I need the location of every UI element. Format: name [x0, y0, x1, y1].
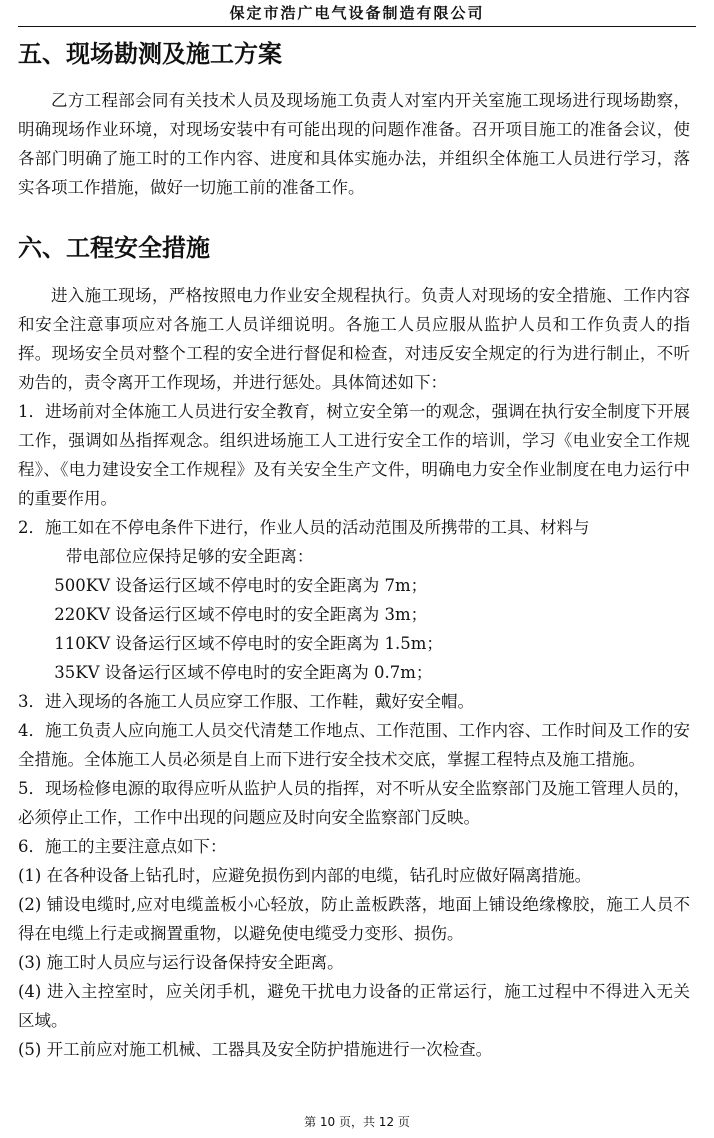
section6-intro: 进入施工现场，严格按照电力作业安全规程执行。负责人对现场的安全措施、工作内容和安全注意事项应对各施工人员详细说明。各施工人员应服从监护人员和工作负责人的指挥。现场安全员对整个工程的安全进行督促和检查，对违反安全规定的行为进行制止，不听劝告的，责令离开工作现场，并进行惩处。具体简述如下： [18, 286, 690, 392]
note-1: (1) 在各种设备上钻孔时，应避免损伤到内部的电缆，钻孔时应做好隔离措施。 [18, 866, 592, 885]
note-2: (2) 铺设电缆时,应对电缆盖板小心轻放，防止盖板跌落，地面上铺设绝缘橡胶，施工人员不得在电缆上行走或搁置重物，以避免使电缆受力变形、损伤。 [18, 895, 690, 943]
item-2-line-2: 带电部位应保持足够的安全距离： [65, 547, 314, 566]
distance-110kv: 110KV 设备运行区域不停电时的安全距离为 1.5m； [54, 634, 443, 653]
header-rule [18, 26, 696, 27]
section6-title: 六、工程安全措施 [18, 234, 210, 262]
item-3: 3．进入现场的各施工人员应穿工作服、工作鞋，戴好安全帽。 [18, 692, 474, 711]
distance-500kv: 500KV 设备运行区域不停电时的安全距离为 7m； [54, 576, 428, 595]
item-6: 6．施工的主要注意点如下： [18, 837, 227, 856]
section5-title: 五、现场勘测及施工方案 [18, 40, 282, 68]
company-header: 保定市浩广电气设备制造有限公司 [229, 4, 485, 22]
item-2-line-1: 2．施工如在不停电条件下进行，作业人员的活动范围及所携带的工具、材料与 [18, 518, 590, 537]
section6-body [18, 281, 690, 1064]
note-5: (5) 开工前应对施工机械、工器具及安全防护措施进行一次检查。 [18, 1040, 493, 1059]
item-1: 1．进场前对全体施工人员进行安全教育，树立安全第一的观念，强调在执行安全制度下开展工作，强调如丛指挥观念。组织进场施工人工进行安全工作的培训，学习《电业安全工作规程》、《电力建设安全工作规程》及有关安全生产文件，明确电力安全作业制度在电力运行中的重要作用。 [18, 402, 690, 508]
distance-35kv: 35KV 设备运行区域不停电时的安全距离为 0.7m； [54, 663, 433, 682]
section5-body [18, 86, 690, 202]
item-5: 5．现场检修电源的取得应听从监护人员的指挥，对不听从安全监察部门及施工管理人员的，必须停止工作，工作中出现的问题应及时向安全监察部门反映。 [18, 779, 690, 827]
item-4: 4．施工负责人应向施工人员交代清楚工作地点、工作范围、工作内容、工作时间及工作的安全措施。全体施工人员必须是自上而下进行安全技术交底，掌握工程特点及施工措施。 [18, 721, 690, 769]
page-number: 第 10 页，共 12 页 [304, 1115, 410, 1129]
section5-paragraph: 乙方工程部会同有关技术人员及现场施工负责人对室内开关室施工现场进行现场勘察，明确现场作业环境，对现场安装中有可能出现的问题作准备。召开项目施工的准备会议，使各部门明确了施工时的工作内容、进度和具体实施办法，并组织全体施工人员进行学习，落实各项工作措施，做好一切施工前的准备工作。 [18, 91, 690, 197]
note-4: (4) 进入主控室时，应关闭手机，避免干扰电力设备的正常运行，施工过程中不得进入无关区域。 [18, 982, 690, 1030]
note-3: (3) 施工时人员应与运行设备保持安全距离。 [18, 953, 344, 972]
distance-220kv: 220KV 设备运行区域不停电时的安全距离为 3m； [54, 605, 428, 624]
